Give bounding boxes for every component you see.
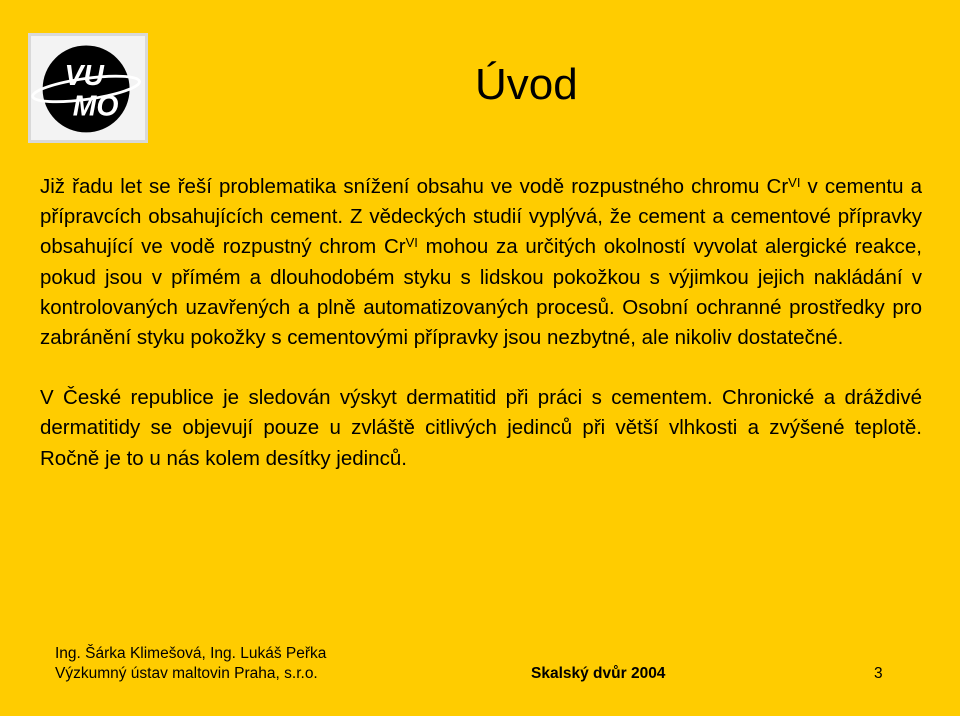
paragraph-intro (40, 172, 922, 353)
intro-text-part3: mohou za určitých okolností vyvolat alergické reakce, pokud jsou v přímém a dlouhodobém styku s lidskou pokožkou s výjimkou jejich nakládání v kontrolovaných uzavřených a plně automatizovaných procesů. Osobní ochranné prostředky pro zabránění styku pokožky s cementovými přípravky jsou nezbytné, ale nikoliv dostatečné. (40, 235, 923, 350)
slide-title: Úvod (475, 60, 578, 109)
intro-text-part2: v cementu a přípravcích obsahujících cement. Z vědeckých studií vyplývá, že cement a cementové přípravky obsahující ve vodě rozpustný chrom Cr (40, 175, 922, 259)
vumo-logo-graphic (31, 36, 145, 140)
logo-text-mo: MO (72, 90, 119, 123)
footer-authors: Ing. Šárka Klimešová, Ing. Lukáš Peřka (55, 645, 327, 662)
footer-event: Skalský dvůr 2004 (531, 665, 666, 682)
paragraph-dermatitis: V České republice je sledován výskyt dermatitid při práci s cementem. Chronické a dráždivé dermatitidy se objevují pouze u zvláště citlivých jedinců při větší vlhkosti a zvýšené teplotě. Ročně je to u nás kolem desítky jedinců. (40, 386, 922, 470)
vumo-logo (28, 33, 148, 143)
intro-text-part1: Již řadu let se řeší problematika snížení obsahu ve vodě rozpustného chromu Cr (40, 175, 789, 198)
superscript-vi-1: VI (788, 175, 801, 190)
page-number: 3 (874, 665, 883, 682)
logo-text-vu: VU (64, 60, 104, 93)
slide-body (40, 172, 922, 474)
superscript-vi-2: VI (405, 235, 418, 251)
footer-institute: Výzkumný ústav maltovin Praha, s.r.o. (55, 665, 318, 682)
